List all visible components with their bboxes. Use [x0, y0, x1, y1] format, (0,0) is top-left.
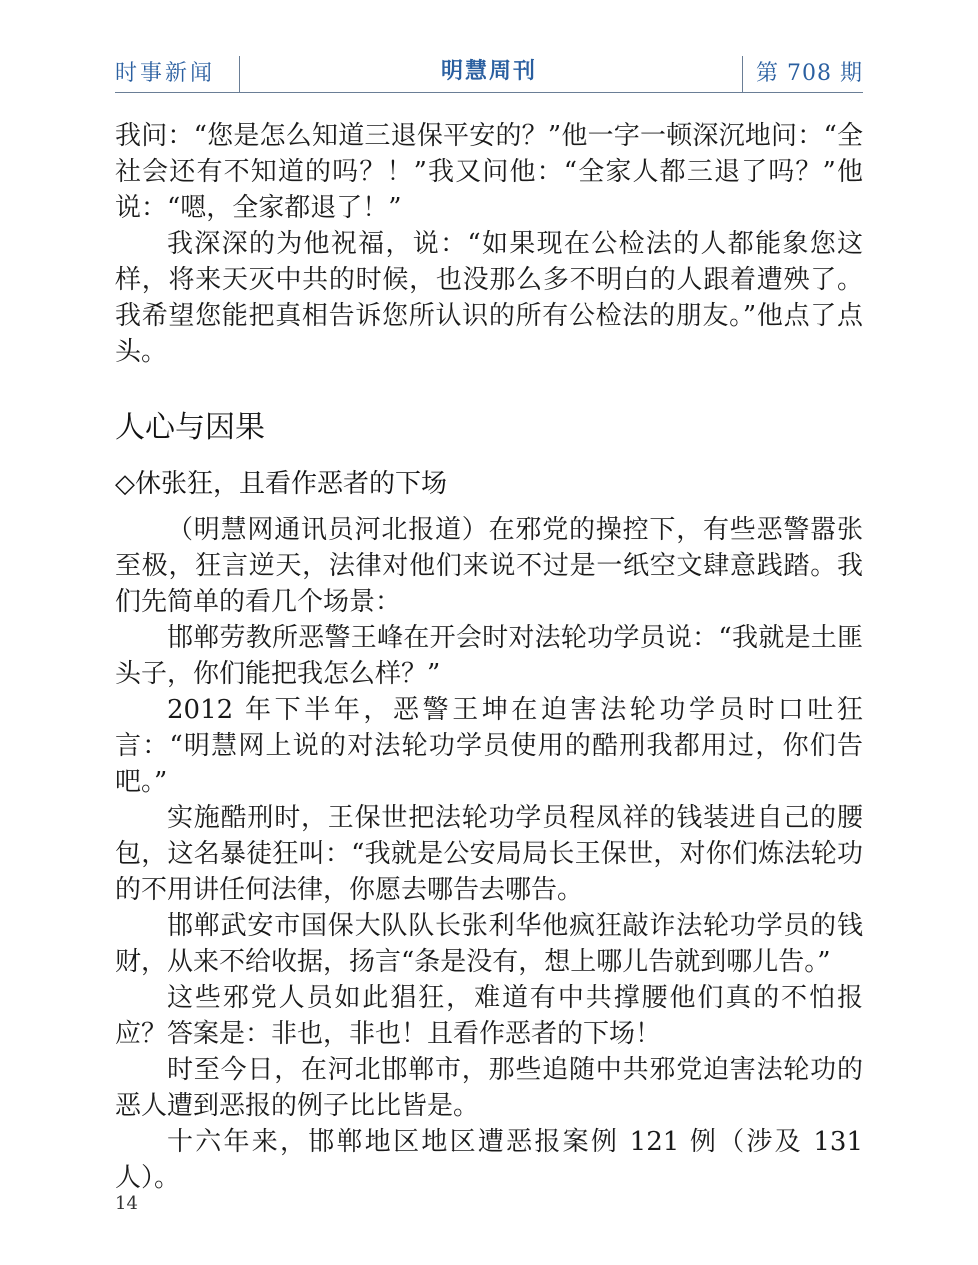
- header-divider: [742, 56, 743, 92]
- paragraph: 十六年来，邯郸地区地区遭恶报案例 121 例（涉及 131 人）。: [115, 1127, 863, 1193]
- paragraph: 我问：“您是怎么知道三退保平安的？”他一字一顿深沉地问：“全社会还有不知道的吗？！”我又问他：“全家人都三退了吗？”他说：“嗯，全家都退了！”: [115, 121, 863, 223]
- paragraph: 这些邪党人员如此猖狂，难道有中共撑腰他们真的不怕报应？答案是：非也，非也！且看作恶者的下场！: [115, 983, 863, 1049]
- paragraph: （明慧网通讯员河北报道）在邪党的操控下，有些恶警嚣张至极，狂言逆天，法律对他们来说不过是一纸空文肆意践踏。我们先简单的看几个场景：: [115, 515, 863, 617]
- article-subheading: ◇休张狂，且看作恶者的下场: [115, 469, 447, 499]
- paragraph: 时至今日，在河北邯郸市，那些追随中共邪党迫害法轮功的恶人遭到恶报的例子比比皆是。: [115, 1055, 863, 1121]
- article-body: [115, 118, 863, 1196]
- section-heading: 人心与因果: [115, 410, 265, 445]
- paragraph: 实施酷刑时，王保世把法轮功学员程凤祥的钱装进自己的腰包，这名暴徒狂叫：“我就是公安局局长王保世，对你们炼法轮功的不用讲任何法律，你愿去哪告去哪告。: [115, 803, 863, 905]
- header-publication-title: 明慧周刊: [440, 59, 537, 84]
- paragraph: 邯郸武安市国保大队队长张利华他疯狂敲诈法轮功学员的钱财，从来不给收据，扬言“条是没有，想上哪儿告就到哪儿告。”: [115, 911, 863, 977]
- header-section-label: 时事新闻: [115, 61, 216, 86]
- running-header: [115, 52, 863, 93]
- paragraph: 我深深的为他祝福，说：“如果现在公检法的人都能象您这样，将来天灭中共的时候，也没那么多不明白的人跟着遭殃了。我希望您能把真相告诉您所认识的所有公检法的朋友。”他点了点头。: [115, 229, 863, 367]
- page-number: 14: [115, 1193, 138, 1214]
- header-issue-number: 第 708 期: [756, 61, 863, 86]
- paragraph: 邯郸劳教所恶警王峰在开会时对法轮功学员说：“我就是土匪头子，你们能把我怎么样？”: [115, 623, 863, 689]
- paragraph: 2012 年下半年，恶警王坤在迫害法轮功学员时口吐狂言：“明慧网上说的对法轮功学员使用的酷刑我都用过，你们告吧。”: [115, 695, 863, 797]
